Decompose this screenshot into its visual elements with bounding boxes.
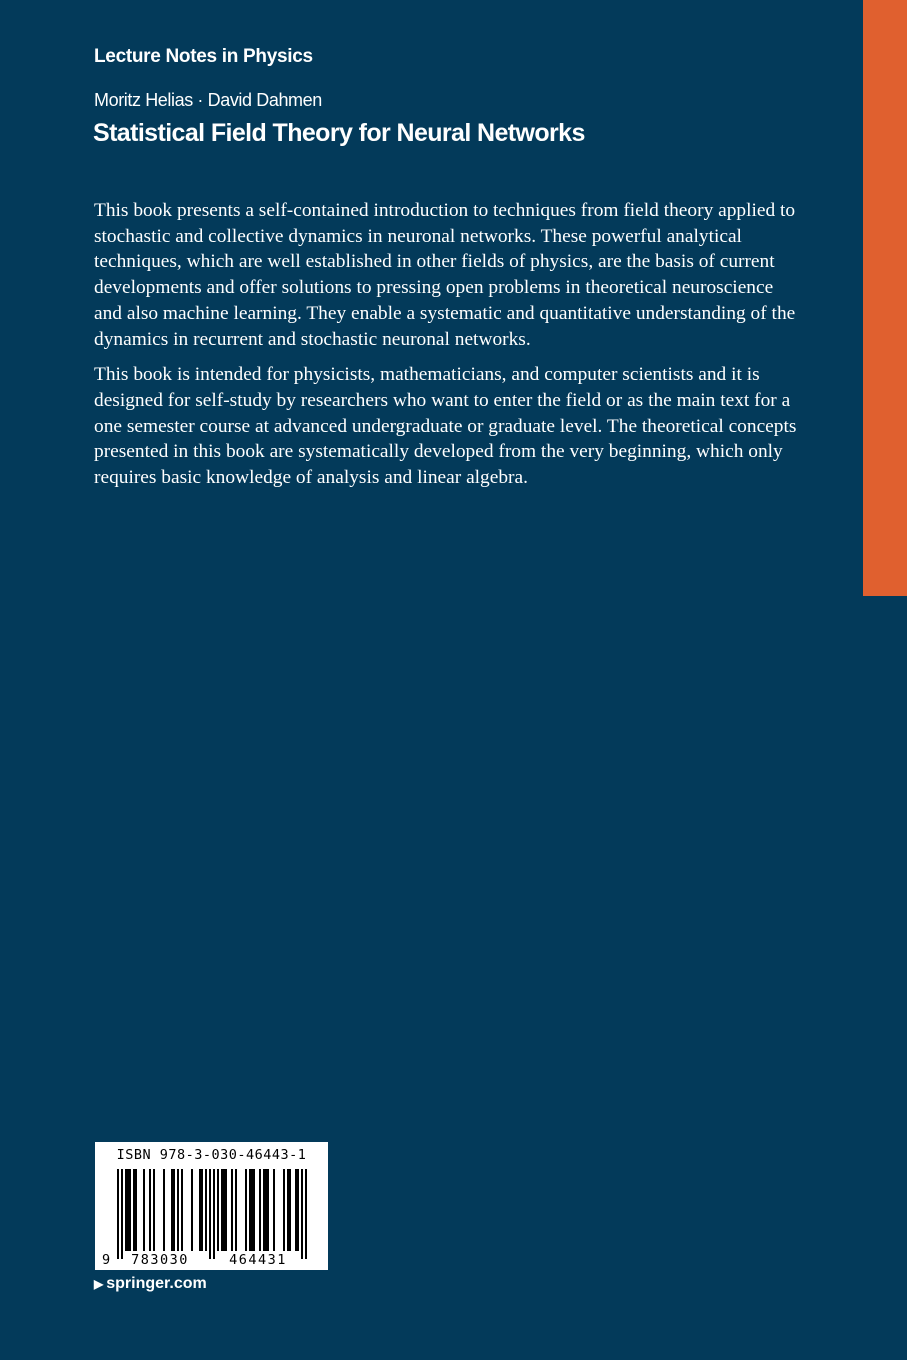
barcode-bar — [191, 1169, 193, 1251]
barcode-left-digits: 783030 — [131, 1252, 189, 1268]
barcode-bar — [245, 1169, 247, 1251]
barcode-bar — [249, 1169, 251, 1251]
barcode-bar — [305, 1169, 307, 1259]
barcode-bar — [265, 1169, 267, 1251]
barcode-bar — [287, 1169, 289, 1251]
barcode-bar — [259, 1169, 261, 1251]
barcode-bar — [289, 1169, 291, 1251]
barcode-bar — [253, 1169, 255, 1251]
barcode-bar — [171, 1169, 173, 1251]
barcode-bar — [205, 1169, 207, 1251]
barcode-graphic — [95, 1142, 328, 1270]
barcode-bar — [217, 1169, 219, 1251]
series-name: Lecture Notes in Physics — [94, 46, 313, 67]
barcode-bar — [125, 1169, 127, 1251]
barcode-bar — [297, 1169, 299, 1251]
barcode-bar — [201, 1169, 203, 1251]
barcode-first-digit: 9 — [102, 1252, 111, 1268]
barcode-bar — [129, 1169, 131, 1251]
barcode-bar — [133, 1169, 135, 1251]
barcode-bar — [273, 1169, 275, 1251]
barcode-bar — [251, 1169, 253, 1251]
barcode-bar — [225, 1169, 227, 1251]
barcode-bar — [213, 1169, 215, 1259]
publisher-url: springer.com — [106, 1275, 207, 1292]
barcode-bar — [223, 1169, 225, 1251]
barcode-right-digits: 464431 — [229, 1252, 287, 1268]
description-paragraph: This book is intended for physicists, mathematicians, and computer scientists and it is designed for self-study by researchers who want to enter the field or as the main text for a one semester course at advanced undergraduate or graduate level. The theoretical concepts presented in this book are systematically developed from the very beginning, which only requires basic knowledge of analysis and linear algebra. — [94, 364, 797, 489]
barcode-bar — [127, 1169, 129, 1251]
barcode-bar — [199, 1169, 201, 1251]
barcode-bar — [163, 1169, 165, 1251]
isbn-label: ISBN 978-3-030-46443-1 — [116, 1147, 307, 1163]
barcode-bar — [221, 1169, 223, 1251]
authors: Moritz Helias · David Dahmen — [94, 90, 322, 110]
barcode-bar — [283, 1169, 285, 1251]
barcode-bar — [135, 1169, 137, 1251]
book-description — [94, 198, 799, 501]
barcode-bar — [181, 1169, 183, 1251]
barcode-bar — [173, 1169, 175, 1251]
barcode-bar — [117, 1169, 119, 1259]
barcode-bar — [263, 1169, 265, 1251]
barcode-bar — [149, 1169, 151, 1251]
barcode-bar — [209, 1169, 211, 1259]
description-paragraph: This book presents a self-contained introduction to techniques from field theory applied to stochastic and collective dynamics in neuronal networks. These powerful analytical techniques, which are well established in other fields of physics, are the basis of current developments and offer solutions to pressing open problems in theoretical neuroscience and also machine learning. They enable a systematic and quantitative understanding of the dynamics in recurrent and stochastic neuronal networks. — [94, 200, 796, 350]
barcode-bar — [235, 1169, 237, 1251]
barcode-bar — [153, 1169, 155, 1251]
barcode-bar — [177, 1169, 179, 1251]
barcode-bar — [143, 1169, 145, 1251]
accent-stripe — [863, 0, 907, 596]
publisher-link[interactable] — [94, 1275, 207, 1293]
barcode-bar — [121, 1169, 123, 1259]
isbn-barcode — [95, 1142, 328, 1270]
barcode-bar — [267, 1169, 269, 1251]
barcode-bar — [295, 1169, 297, 1251]
triangle-arrow-icon: ▶ — [94, 1277, 104, 1291]
book-title: Statistical Field Theory for Neural Networks — [93, 119, 585, 147]
barcode-bar — [231, 1169, 233, 1251]
barcode-bar — [301, 1169, 303, 1259]
